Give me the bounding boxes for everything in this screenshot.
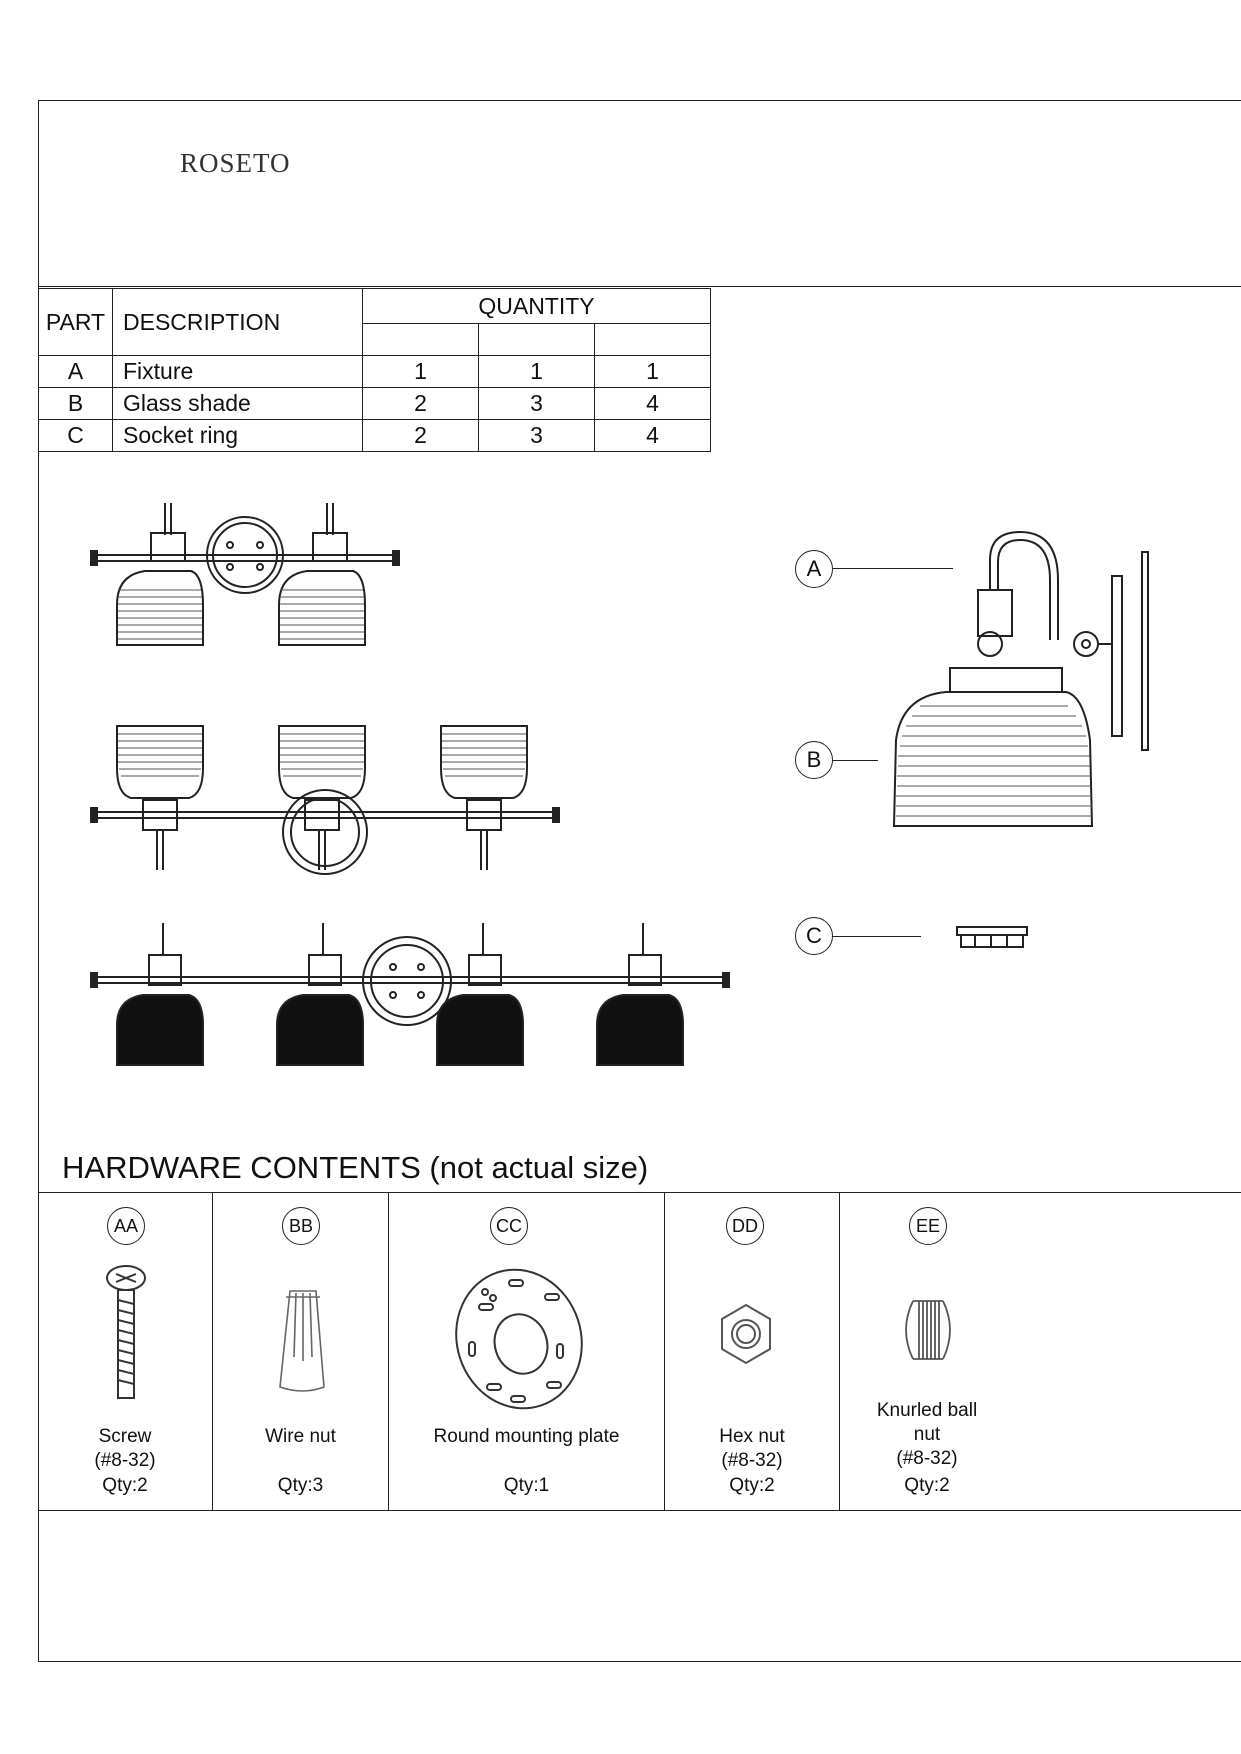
- qty-cell: 3: [479, 420, 595, 452]
- part-description: Fixture: [113, 356, 363, 388]
- header-divider: [38, 286, 1241, 287]
- brand-logo: ROSETO: [180, 148, 291, 178]
- knurled-nut-icon: [897, 1297, 959, 1363]
- table-row: [39, 388, 711, 420]
- hardware-title: HARDWARE CONTENTS (not actual size): [62, 1150, 649, 1185]
- hardware-row: [38, 1192, 1241, 1510]
- item-qty: Qty:1: [503, 1475, 550, 1496]
- part-description: Socket ring: [113, 420, 363, 452]
- item-code-badge: CC: [490, 1207, 528, 1245]
- item-qty: Qty:3: [277, 1475, 324, 1496]
- item-name-line3: (#8-32): [896, 1448, 958, 1469]
- item-qty: Qty:2: [904, 1475, 950, 1496]
- item-code-badge: EE: [909, 1207, 947, 1245]
- hardware-item-aa: [38, 1192, 213, 1510]
- two-light-fixture-drawing: [85, 495, 405, 655]
- hex-nut-icon: [718, 1302, 774, 1366]
- quantity-col-3: [595, 324, 711, 356]
- item-name-line1: Knurled ball: [876, 1400, 978, 1421]
- socket-ring-drawing: [955, 925, 1029, 949]
- four-light-fixture-drawing: [85, 915, 735, 1075]
- item-name-line1: Screw: [98, 1426, 152, 1447]
- header-quantity: QUANTITY: [363, 289, 711, 324]
- item-qty: Qty:2: [729, 1475, 775, 1496]
- quantity-col-2: [479, 324, 595, 356]
- item-name-line1: Hex nut: [719, 1426, 785, 1447]
- table-row: [39, 356, 711, 388]
- callout-c: C: [795, 917, 833, 955]
- qty-cell: 2: [363, 388, 479, 420]
- qty-cell: 2: [363, 420, 479, 452]
- hardware-item-ee: [840, 1192, 1241, 1510]
- qty-cell: 4: [595, 420, 711, 452]
- hardware-item-dd: [665, 1192, 840, 1510]
- mounting-plate-icon: [449, 1264, 589, 1414]
- callout-b: B: [795, 741, 833, 779]
- item-qty: Qty:2: [102, 1475, 148, 1496]
- three-light-fixture-drawing: [85, 720, 565, 880]
- parts-table: [38, 288, 711, 452]
- item-name-line1: Round mounting plate: [433, 1426, 620, 1447]
- qty-cell: 1: [595, 356, 711, 388]
- table-row: [39, 420, 711, 452]
- qty-cell: 3: [479, 388, 595, 420]
- header-part: PART: [39, 289, 113, 356]
- callout-c-leader: [833, 936, 921, 937]
- hardware-bottom-divider: [38, 1510, 1241, 1511]
- part-code: A: [39, 356, 113, 388]
- item-code-badge: DD: [726, 1207, 764, 1245]
- qty-cell: 4: [595, 388, 711, 420]
- qty-cell: 1: [479, 356, 595, 388]
- fixture-side-view-drawing: [880, 520, 1170, 850]
- item-name-line1: Wire nut: [265, 1426, 336, 1447]
- callout-a-leader: [833, 568, 953, 569]
- item-code-badge: AA: [107, 1207, 145, 1245]
- part-code: C: [39, 420, 113, 452]
- item-name-line2: nut: [913, 1424, 941, 1445]
- header-description: DESCRIPTION: [113, 289, 363, 356]
- qty-cell: 1: [363, 356, 479, 388]
- item-name-line2: (#8-32): [94, 1450, 156, 1471]
- quantity-col-1: [363, 324, 479, 356]
- callout-b-leader: [833, 760, 878, 761]
- wire-nut-icon: [268, 1287, 338, 1397]
- part-description: Glass shade: [113, 388, 363, 420]
- callout-a: A: [795, 550, 833, 588]
- item-name-line2: (#8-32): [721, 1450, 783, 1471]
- item-code-badge: BB: [282, 1207, 320, 1245]
- part-code: B: [39, 388, 113, 420]
- screw-icon: [103, 1264, 149, 1404]
- hardware-item-bb: [213, 1192, 389, 1510]
- hardware-item-cc: [389, 1192, 665, 1510]
